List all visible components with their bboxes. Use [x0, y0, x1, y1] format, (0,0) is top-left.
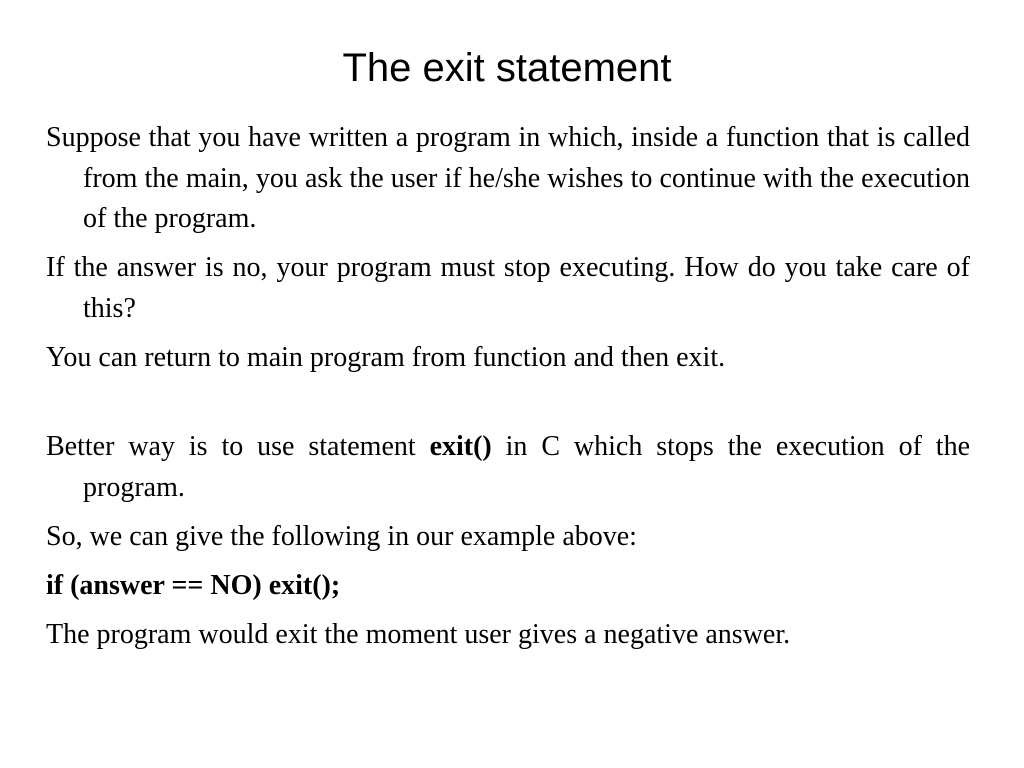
- slide-body: [46, 118, 970, 664]
- better-way-text-after: in C which stops the execution of the program.: [83, 431, 970, 503]
- paragraph-if-answer-no: If the answer is no, your program must stop executing. How do you take care of this?: [46, 252, 970, 324]
- exit-function-keyword: exit(): [429, 431, 492, 462]
- slide-title: The exit statement: [342, 46, 672, 90]
- paragraph-so-we-can: So, we can give the following in our example above:: [46, 520, 637, 552]
- paragraph-better-way: [46, 427, 970, 508]
- paragraph-return-to-main: You can return to main program from function and then exit.: [46, 341, 726, 373]
- better-way-text-before: Better way is to use statement: [46, 431, 430, 462]
- paragraph-suppose: Suppose that you have written a program in which, inside a function that is called from the main, you ask the user if he/she wishes to continue with the execution of the program.: [46, 122, 970, 234]
- paragraph-program-would-exit: The program would exit the moment user gives a negative answer.: [46, 618, 791, 650]
- code-example-line: if (answer == NO) exit();: [46, 569, 341, 601]
